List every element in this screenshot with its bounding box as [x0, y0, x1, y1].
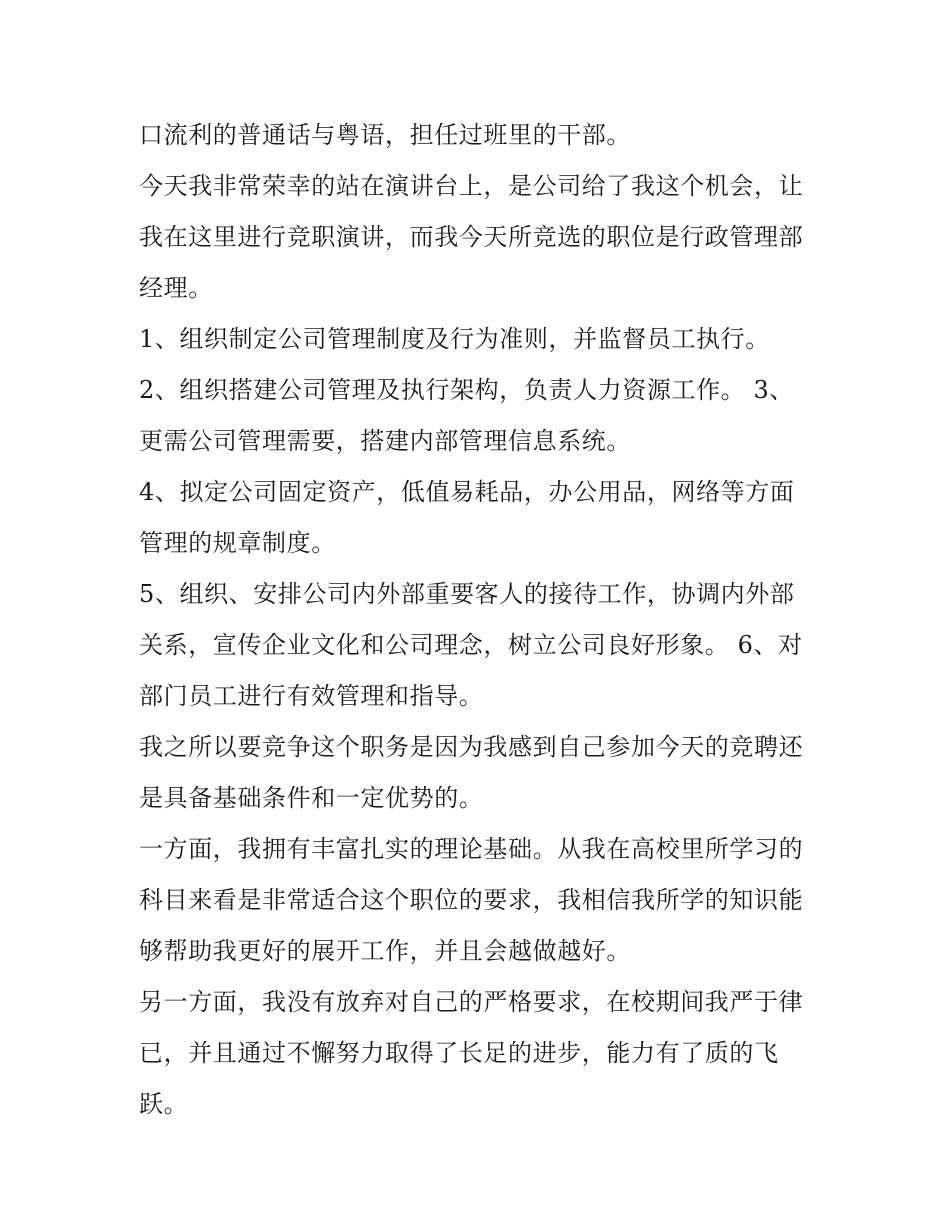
paragraph-opening	[139, 161, 819, 314]
paragraph-motivation	[139, 722, 819, 824]
text-line: 已，并且通过不懈努力取得了长足的进步，能力有了质的飞	[139, 1039, 779, 1067]
text-line: 经理。	[139, 274, 213, 302]
text-line: 科目来看是非常适合这个职位的要求，我相信我所学的知识能	[139, 886, 804, 914]
paragraph-language-skills	[139, 110, 819, 161]
text-line: 更需公司管理需要，搭建内部管理信息系统。	[139, 427, 631, 455]
document-body	[139, 110, 819, 1130]
text-line: 管理的规章制度。	[139, 529, 336, 557]
text-line: 5、组织、安排公司内外部重要客人的接待工作，协调内外部	[139, 580, 795, 608]
text-line: 口流利的普通话与粤语，担任过班里的干部。	[139, 121, 631, 149]
text-line: 够帮助我更好的展开工作，并且会越做越好。	[139, 937, 631, 965]
list-item-2-3	[139, 365, 819, 467]
list-item-1	[139, 314, 819, 365]
text-line: 1、组织制定公司管理制度及行为准则，并监督员工执行。	[139, 325, 770, 353]
text-line: 我之所以要竞争这个职务是因为我感到自己参加今天的竞聘还	[139, 733, 804, 761]
text-line: 4、拟定公司固定资产，低值易耗品，办公用品，网络等方面	[139, 478, 795, 506]
text-line: 跃。	[139, 1090, 189, 1118]
list-item-5-6	[139, 569, 819, 722]
text-line: 关系，宣传企业文化和公司理念，树立公司良好形象。 6、对	[139, 631, 803, 659]
paragraph-theory-foundation	[139, 824, 819, 977]
text-line: 2、组织搭建公司管理及执行架构，负责人力资源工作。 3、	[139, 376, 794, 404]
paragraph-self-discipline	[139, 977, 819, 1130]
text-line: 另一方面，我没有放弃对自己的严格要求，在校期间我严于律	[139, 988, 804, 1016]
text-line: 今天我非常荣幸的站在演讲台上，是公司给了我这个机会，让	[139, 172, 804, 200]
text-line: 我在这里进行竞职演讲，而我今天所竞选的职位是行政管理部	[139, 223, 804, 251]
text-line: 是具备基础条件和一定优势的。	[139, 784, 484, 812]
text-line: 部门员工进行有效管理和指导。	[139, 682, 484, 710]
list-item-4	[139, 467, 819, 569]
text-line: 一方面，我拥有丰富扎实的理论基础。从我在高校里所学习的	[139, 835, 804, 863]
